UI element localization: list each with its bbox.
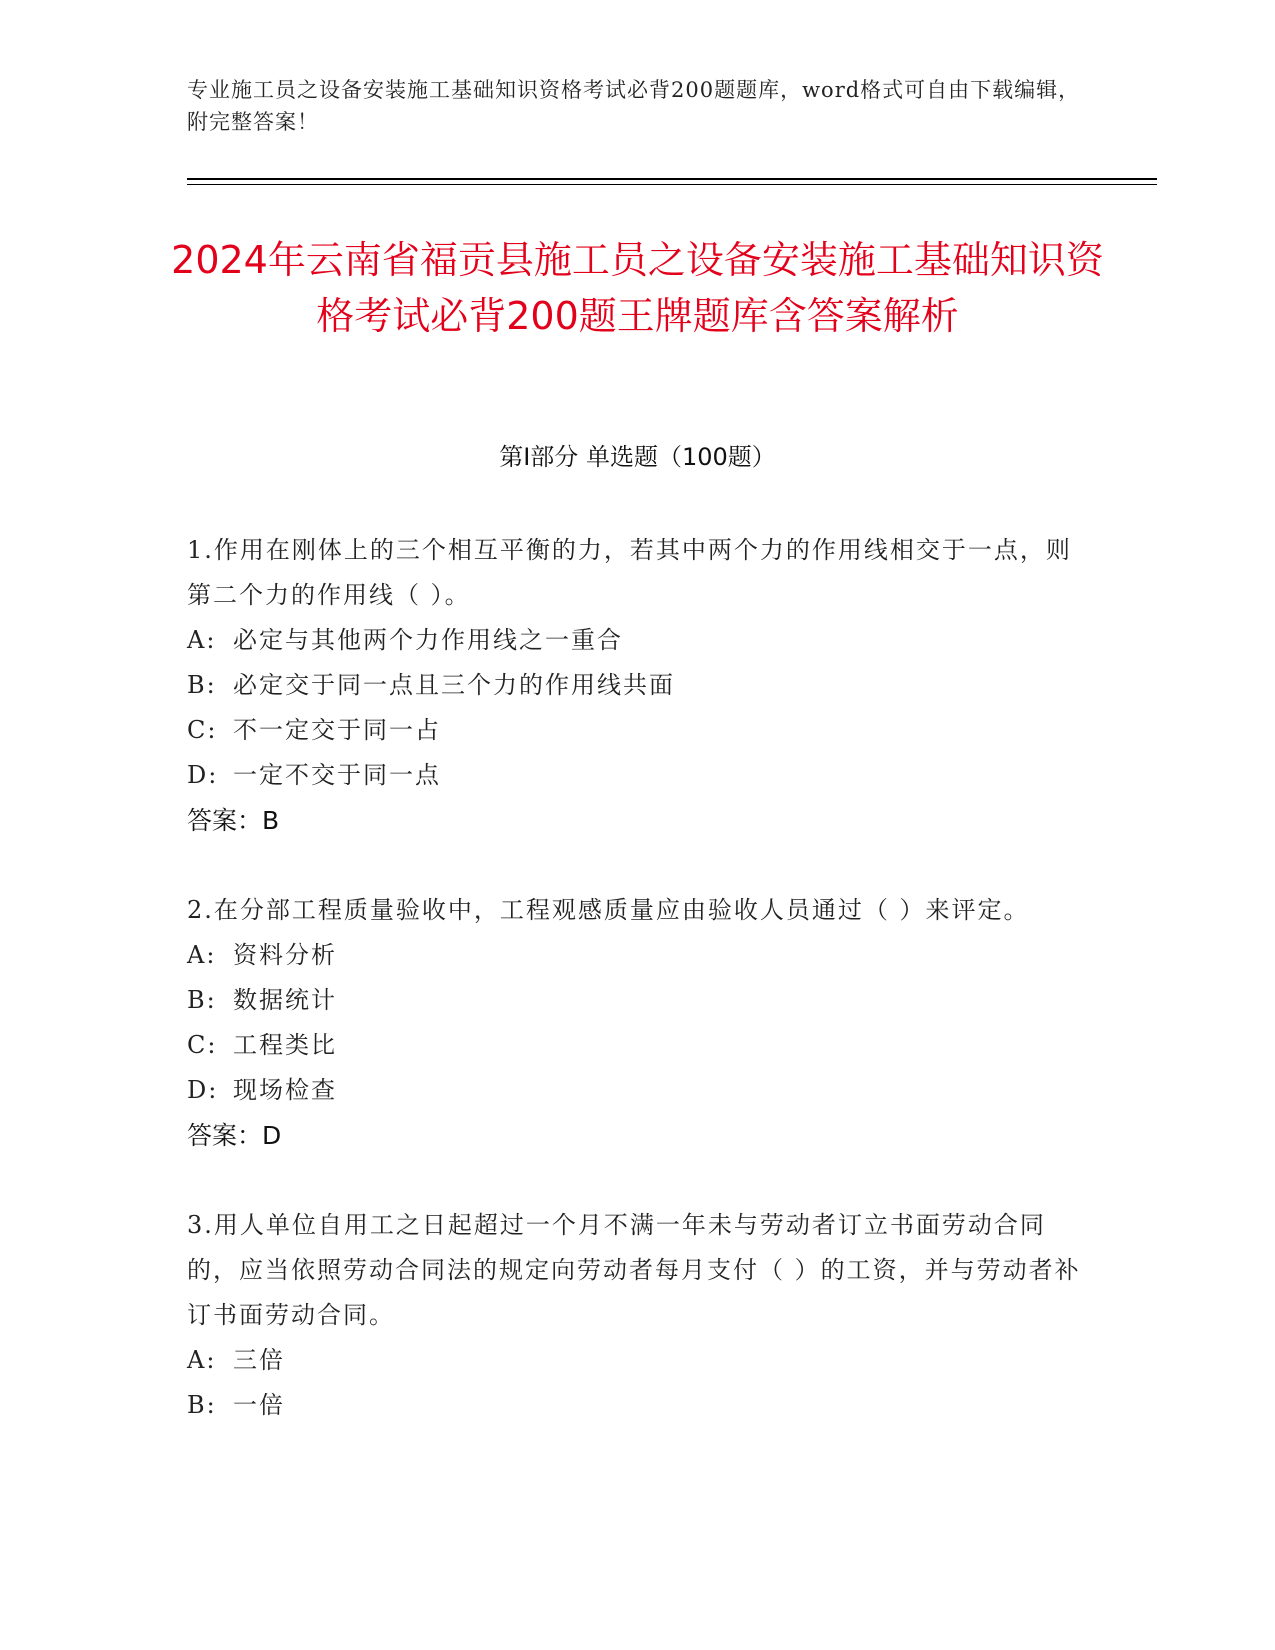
question-stem: 2.在分部工程质量验收中，工程观感质量应由验收人员通过（ ）来评定。 bbox=[187, 896, 1030, 924]
option-key: A: bbox=[187, 1346, 217, 1374]
option-text: 不一定交于同一占 bbox=[233, 716, 441, 744]
question-spacer bbox=[187, 1158, 1087, 1203]
question-2 bbox=[187, 888, 1087, 1158]
option-a bbox=[187, 1338, 1087, 1383]
option-text: 数据统计 bbox=[233, 986, 337, 1014]
section-heading: 第Ⅰ部分 单选题（100题） bbox=[499, 443, 776, 471]
option-key: C: bbox=[187, 716, 218, 744]
option-key: B: bbox=[187, 986, 217, 1014]
option-d bbox=[187, 1068, 1087, 1113]
question-1 bbox=[187, 528, 1087, 843]
option-a bbox=[187, 618, 1087, 663]
option-text: 必定交于同一点且三个力的作用线共面 bbox=[233, 671, 675, 699]
option-text: 工程类比 bbox=[233, 1031, 337, 1059]
document-title: 2024年云南省福贡县施工员之设备安装施工基础知识资格考试必背200题王牌题库含答案解析 bbox=[171, 238, 1104, 338]
option-key: C: bbox=[187, 1031, 218, 1059]
option-text: 一倍 bbox=[233, 1391, 285, 1419]
question-spacer bbox=[187, 843, 1087, 888]
header-note: 专业施工员之设备安装施工基础知识资格考试必背200题题库，word格式可自由下载编辑，附完整答案！ bbox=[187, 78, 1081, 134]
option-c bbox=[187, 1023, 1087, 1068]
option-text: 三倍 bbox=[233, 1346, 285, 1374]
option-b bbox=[187, 978, 1087, 1023]
option-text: 一定不交于同一点 bbox=[233, 761, 441, 789]
option-b bbox=[187, 663, 1087, 708]
answer-line: 答案：D bbox=[187, 1121, 282, 1150]
option-key: B: bbox=[187, 1391, 217, 1419]
option-key: A: bbox=[187, 626, 217, 654]
question-3 bbox=[187, 1203, 1087, 1428]
option-key: B: bbox=[187, 671, 217, 699]
option-c bbox=[187, 708, 1087, 753]
question-stem: 3.用人单位自用工之日起超过一个月不满一年未与劳动者订立书面劳动合同的，应当依照劳动合同法的规定向劳动者每月支付（ ）的工资，并与劳动者补订书面劳动合同。 bbox=[187, 1211, 1081, 1329]
option-d bbox=[187, 753, 1087, 798]
option-text: 现场检查 bbox=[233, 1076, 337, 1104]
option-b bbox=[187, 1383, 1087, 1428]
header-divider-thin bbox=[187, 184, 1157, 185]
option-key: D: bbox=[187, 761, 219, 789]
option-text: 资料分析 bbox=[233, 941, 337, 969]
question-stem: 1.作用在刚体上的三个相互平衡的力，若其中两个力的作用线相交于一点，则第二个力的作用线（ ）。 bbox=[187, 536, 1072, 609]
answer-line: 答案：B bbox=[187, 806, 280, 835]
option-key: A: bbox=[187, 941, 217, 969]
option-text: 必定与其他两个力作用线之一重合 bbox=[233, 626, 623, 654]
header-divider-thick bbox=[187, 178, 1157, 180]
option-a bbox=[187, 933, 1087, 978]
option-key: D: bbox=[187, 1076, 219, 1104]
question-list bbox=[187, 528, 1087, 1428]
